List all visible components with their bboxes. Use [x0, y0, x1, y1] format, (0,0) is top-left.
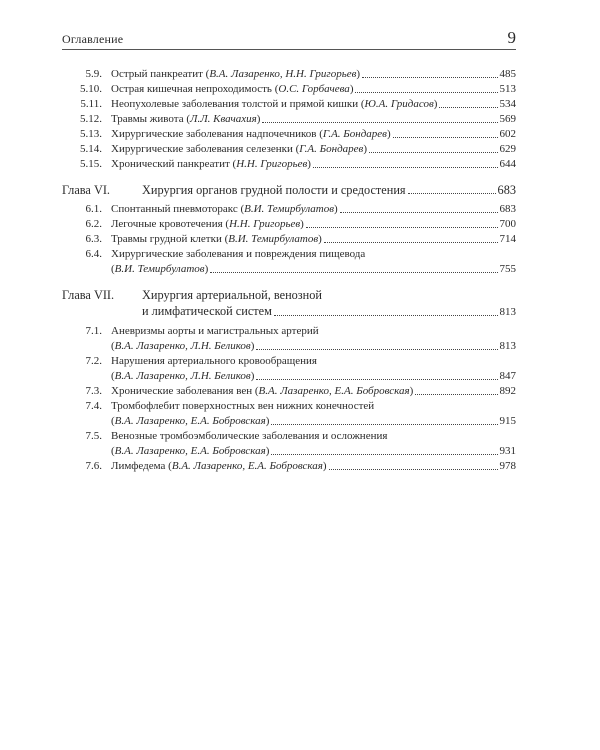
- entry-title: Тромбофлебит поверхностных вен нижних конечностей: [111, 400, 375, 412]
- entry-page: 714: [499, 233, 516, 245]
- entry-title: Хронические заболевания вен (: [111, 385, 259, 397]
- entry-author: В.А. Лазаренко, Е.А. Бобровская: [114, 445, 266, 457]
- chapter-page: 813: [499, 306, 516, 318]
- chapter-page: 683: [497, 183, 516, 197]
- chapter-label: Глава VII.: [62, 288, 115, 302]
- dot-leader: [324, 241, 498, 243]
- entry-title: Травмы грудной клетки (: [111, 233, 229, 245]
- running-head-title: Оглавление: [62, 32, 124, 46]
- entry-number: 5.15.: [80, 158, 102, 170]
- entry-page: 931: [499, 445, 516, 457]
- entry-title: Легочные кровотечения (: [111, 218, 230, 230]
- chapter-label: Глава VI.: [62, 183, 111, 197]
- chapter-title: Хирургия органов грудной полости и средостения: [142, 183, 406, 197]
- chapter-title-line1: Хирургия артериальной, венозной: [142, 288, 322, 302]
- toc-entry[interactable]: 5.11. Неопухолевые заболевания толстой и прямой кишки (Ю.А. Гридасов) 534: [62, 97, 516, 112]
- entry-author: Н.Н. Григорьев: [236, 158, 308, 170]
- entry-title: Острый панкреатит (: [111, 68, 210, 80]
- toc-entry[interactable]: 5.15. Хронический панкреатит (Н.Н. Григорьев) 644: [62, 157, 516, 172]
- entry-number: 6.1.: [85, 203, 102, 215]
- toc-entry[interactable]: 5.10. Острая кишечная непроходимость (О.С. Горбачева) 513: [62, 82, 516, 97]
- entry-title: Нарушения артериального кровообращения: [111, 355, 317, 367]
- entry-number: 5.10.: [80, 83, 102, 95]
- entry-title: Хирургические заболевания селезенки (: [111, 143, 300, 155]
- entry-title: Хирургические заболевания надпочечников (: [111, 128, 323, 140]
- entry-author: Н.Н. Григорьев: [229, 218, 301, 230]
- entry-number: 6.2.: [85, 218, 102, 230]
- dot-leader: [256, 378, 497, 380]
- entry-page: 892: [499, 385, 516, 397]
- page-number: 9: [507, 28, 516, 47]
- entry-author: В.А. Лазаренко, Е.А. Бобровская: [258, 385, 410, 397]
- toc-entry[interactable]: 6.2. Легочные кровотечения (Н.Н. Григорьев) 700: [62, 217, 516, 232]
- running-head: [62, 30, 516, 48]
- entry-title: Лимфедема (: [111, 460, 172, 472]
- entry-author: Г.А. Бондарев: [322, 128, 387, 140]
- entry-number: 7.4.: [85, 400, 102, 412]
- entry-title: Острая кишечная непроходимость (: [111, 83, 279, 95]
- toc-entry-7-5[interactable]: 7.5. Венозные тромбоэмболические заболевания и осложнения (В.А. Лазаренко, Е.А. Бобровская) 931: [62, 429, 516, 459]
- toc-entry-7-6[interactable]: 7.6. Лимфедема (В.А. Лазаренко, Е.А. Бобровская) 978: [62, 459, 516, 474]
- toc-entry[interactable]: 6.3. Травмы грудной клетки (В.И. Темирбулатов) 714: [62, 232, 516, 247]
- entry-title: Хронический панкреатит (: [111, 158, 237, 170]
- entry-title: Спонтанный пневмоторакс (: [111, 203, 245, 215]
- toc-chapter-7[interactable]: [62, 287, 516, 320]
- dot-leader: [340, 211, 498, 213]
- entry-page: 644: [499, 158, 516, 170]
- entry-number: 6.4.: [85, 248, 102, 260]
- chapter-title-line2: и лимфатической систем: [142, 304, 272, 318]
- entry-author: В.И. Темирбулатов: [244, 203, 335, 215]
- toc-section-5-continued: [62, 67, 516, 172]
- entry-author: В.А. Лазаренко, Л.Н. Беликов: [114, 340, 251, 352]
- toc-entry[interactable]: 5.14. Хирургические заболевания селезенки (Г.А. Бондарев) 629: [62, 142, 516, 157]
- entry-page: 755: [499, 263, 516, 275]
- dot-leader: [271, 453, 497, 455]
- entry-title: Хирургические заболевания и повреждения пищевода: [111, 248, 366, 260]
- entry-author: Ю.А. Гридасов: [364, 98, 434, 110]
- toc-section-6: [62, 202, 516, 247]
- entry-author: В.А. Лазаренко, Е.А. Бобровская: [114, 415, 266, 427]
- entry-page: 485: [499, 68, 516, 80]
- dot-leader: [355, 91, 497, 93]
- dot-leader: [329, 468, 498, 470]
- entry-author: В.И. Темирбулатов: [228, 233, 319, 245]
- toc-entry[interactable]: 5.9. Острый панкреатит (В.А. Лазаренко, Н.Н. Григорьев) 485: [62, 67, 516, 82]
- toc-entry-7-3[interactable]: 7.3. Хронические заболевания вен (В.А. Лазаренко, Е.А. Бобровская) 892: [62, 384, 516, 399]
- entry-page: 534: [499, 98, 516, 110]
- entry-number: 7.2.: [85, 355, 102, 367]
- dot-leader: [362, 76, 497, 78]
- entry-title: Травмы живота (: [111, 113, 190, 125]
- toc-chapter-6[interactable]: [62, 182, 516, 198]
- entry-page: 915: [499, 415, 516, 427]
- dot-leader: [306, 226, 498, 228]
- entry-page: 813: [499, 340, 516, 352]
- entry-title: Аневризмы аорты и магистральных артерий: [111, 325, 319, 337]
- entry-author: В.И. Темирбулатов: [114, 263, 205, 275]
- toc-entry-7-2[interactable]: 7.2. Нарушения артериального кровообращения (В.А. Лазаренко, Л.Н. Беликов) 847: [62, 354, 516, 384]
- toc-entry[interactable]: 5.13. Хирургические заболевания надпочечников (Г.А. Бондарев) 602: [62, 127, 516, 142]
- dot-leader: [313, 166, 498, 168]
- entry-author: В.А. Лазаренко, Е.А. Бобровская: [171, 460, 323, 472]
- entry-author: В.А. Лазаренко, Л.Н. Беликов: [114, 370, 251, 382]
- entry-author: О.С. Горбачева: [278, 83, 350, 95]
- dot-leader: [408, 192, 496, 194]
- entry-number: 7.3.: [85, 385, 102, 397]
- entry-page: 513: [499, 83, 516, 95]
- entry-number: 5.13.: [80, 128, 102, 140]
- entry-page: 569: [499, 113, 516, 125]
- entry-number: 5.9.: [85, 68, 102, 80]
- dot-leader: [262, 121, 497, 123]
- entry-author: Л.Л. Квачахия: [190, 113, 257, 125]
- toc-entry[interactable]: 6.1. Спонтанный пневмоторакс (В.И. Темирбулатов) 683: [62, 202, 516, 217]
- entry-title: Венозные тромбоэмболические заболевания и осложнения: [111, 430, 388, 442]
- toc-entry[interactable]: 5.12. Травмы живота (Л.Л. Квачахия) 569: [62, 112, 516, 127]
- entry-number: 7.6.: [85, 460, 102, 472]
- entry-author: Г.А. Бондарев: [299, 143, 364, 155]
- table-of-contents: [62, 67, 516, 474]
- dot-leader: [274, 314, 498, 316]
- entry-author: В.А. Лазаренко, Н.Н. Григорьев: [209, 68, 357, 80]
- toc-entry-7-1[interactable]: 7.1. Аневризмы аорты и магистральных артерий (В.А. Лазаренко, Л.Н. Беликов) 813: [62, 324, 516, 354]
- entry-number: 5.12.: [80, 113, 102, 125]
- entry-page: 978: [499, 460, 516, 472]
- entry-number: 5.14.: [80, 143, 102, 155]
- entry-page: 602: [499, 128, 516, 140]
- dot-leader: [369, 151, 498, 153]
- entry-page: 683: [499, 203, 516, 215]
- entry-number: 7.1.: [85, 325, 102, 337]
- dot-leader: [256, 348, 497, 350]
- dot-leader: [415, 393, 497, 395]
- entry-title: Неопухолевые заболевания толстой и прямой кишки (: [111, 98, 365, 110]
- entry-number: 7.5.: [85, 430, 102, 442]
- entry-number: 5.11.: [80, 98, 102, 110]
- header-rule: [62, 49, 516, 50]
- entry-number: 6.3.: [85, 233, 102, 245]
- dot-leader: [439, 106, 497, 108]
- toc-entry-6-4[interactable]: 6.4. Хирургические заболевания и повреждения пищевода (В.И. Темирбулатов) 755: [62, 247, 516, 277]
- dot-leader: [210, 271, 497, 273]
- entry-page: 629: [499, 143, 516, 155]
- entry-page: 847: [499, 370, 516, 382]
- dot-leader: [393, 136, 498, 138]
- entry-page: 700: [499, 218, 516, 230]
- toc-entry-7-4[interactable]: 7.4. Тромбофлебит поверхностных вен нижних конечностей (В.А. Лазаренко, Е.А. Бобровская) 915: [62, 399, 516, 429]
- dot-leader: [271, 423, 497, 425]
